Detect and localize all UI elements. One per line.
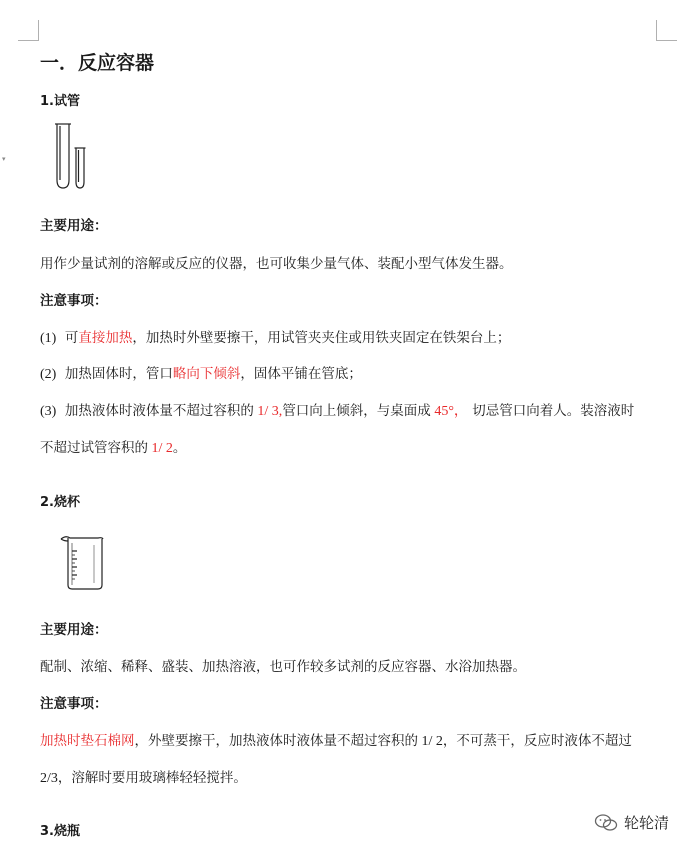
flask-heading: 3.烧瓶: [40, 824, 80, 839]
beaker-heading: 2.烧杯: [40, 495, 80, 510]
test-tube-notes-label: 注意事项：: [40, 293, 108, 309]
watermark-text: 轮轮清: [624, 814, 670, 832]
beaker-usage-label: 主要用途：: [40, 622, 108, 638]
section-title: 一．反应容器: [40, 52, 155, 74]
beaker-image: [58, 533, 108, 593]
page-corner-mark-left: [18, 20, 39, 41]
beaker-usage-text: 配制、浓缩、稀释、盛装、加热溶液，也可作较多试剂的反应容器、水浴加热器。: [40, 659, 526, 675]
beaker-note-1: 加热时垫石棉网，外壁要擦干，加热液体时液体量不超过容积的 1/ 2，不可蒸干，反应时液体不超过: [40, 733, 632, 749]
test-tube-usage-text: 用作少量试剂的溶解或反应的仪器，也可收集少量气体、装配小型气体发生器。: [40, 256, 513, 272]
test-tube-heading: 1.试管: [40, 94, 80, 109]
test-tube-usage-label: 主要用途：: [40, 218, 108, 234]
wechat-icon: [594, 813, 618, 833]
beaker-note-1-continued: 2/3，溶解时要用玻璃棒轻轻搅拌。: [40, 770, 247, 786]
test-tube-note-1: (1) 可直接加热，加热时外壁要擦干，用试管夹夹住或用铁夹固定在铁架台上；: [40, 330, 511, 346]
collapse-arrow-icon[interactable]: ▾: [2, 155, 6, 163]
test-tube-image: [52, 122, 88, 192]
beaker-notes-label: 注意事项：: [40, 696, 108, 712]
page-corner-mark-right: [656, 20, 677, 41]
watermark: [594, 812, 669, 833]
test-tube-note-2: (2) 加热固体时，管口略向下倾斜，固体平铺在管底；: [40, 366, 362, 382]
test-tube-note-3-continued: 不超过试管容积的 1/ 2。: [40, 440, 187, 456]
test-tube-note-3: (3) 加热液体时液体量不超过容积的 1/ 3,管口向上倾斜，与桌面成 45°， 切忌管口向着人。装溶液时: [40, 403, 635, 419]
